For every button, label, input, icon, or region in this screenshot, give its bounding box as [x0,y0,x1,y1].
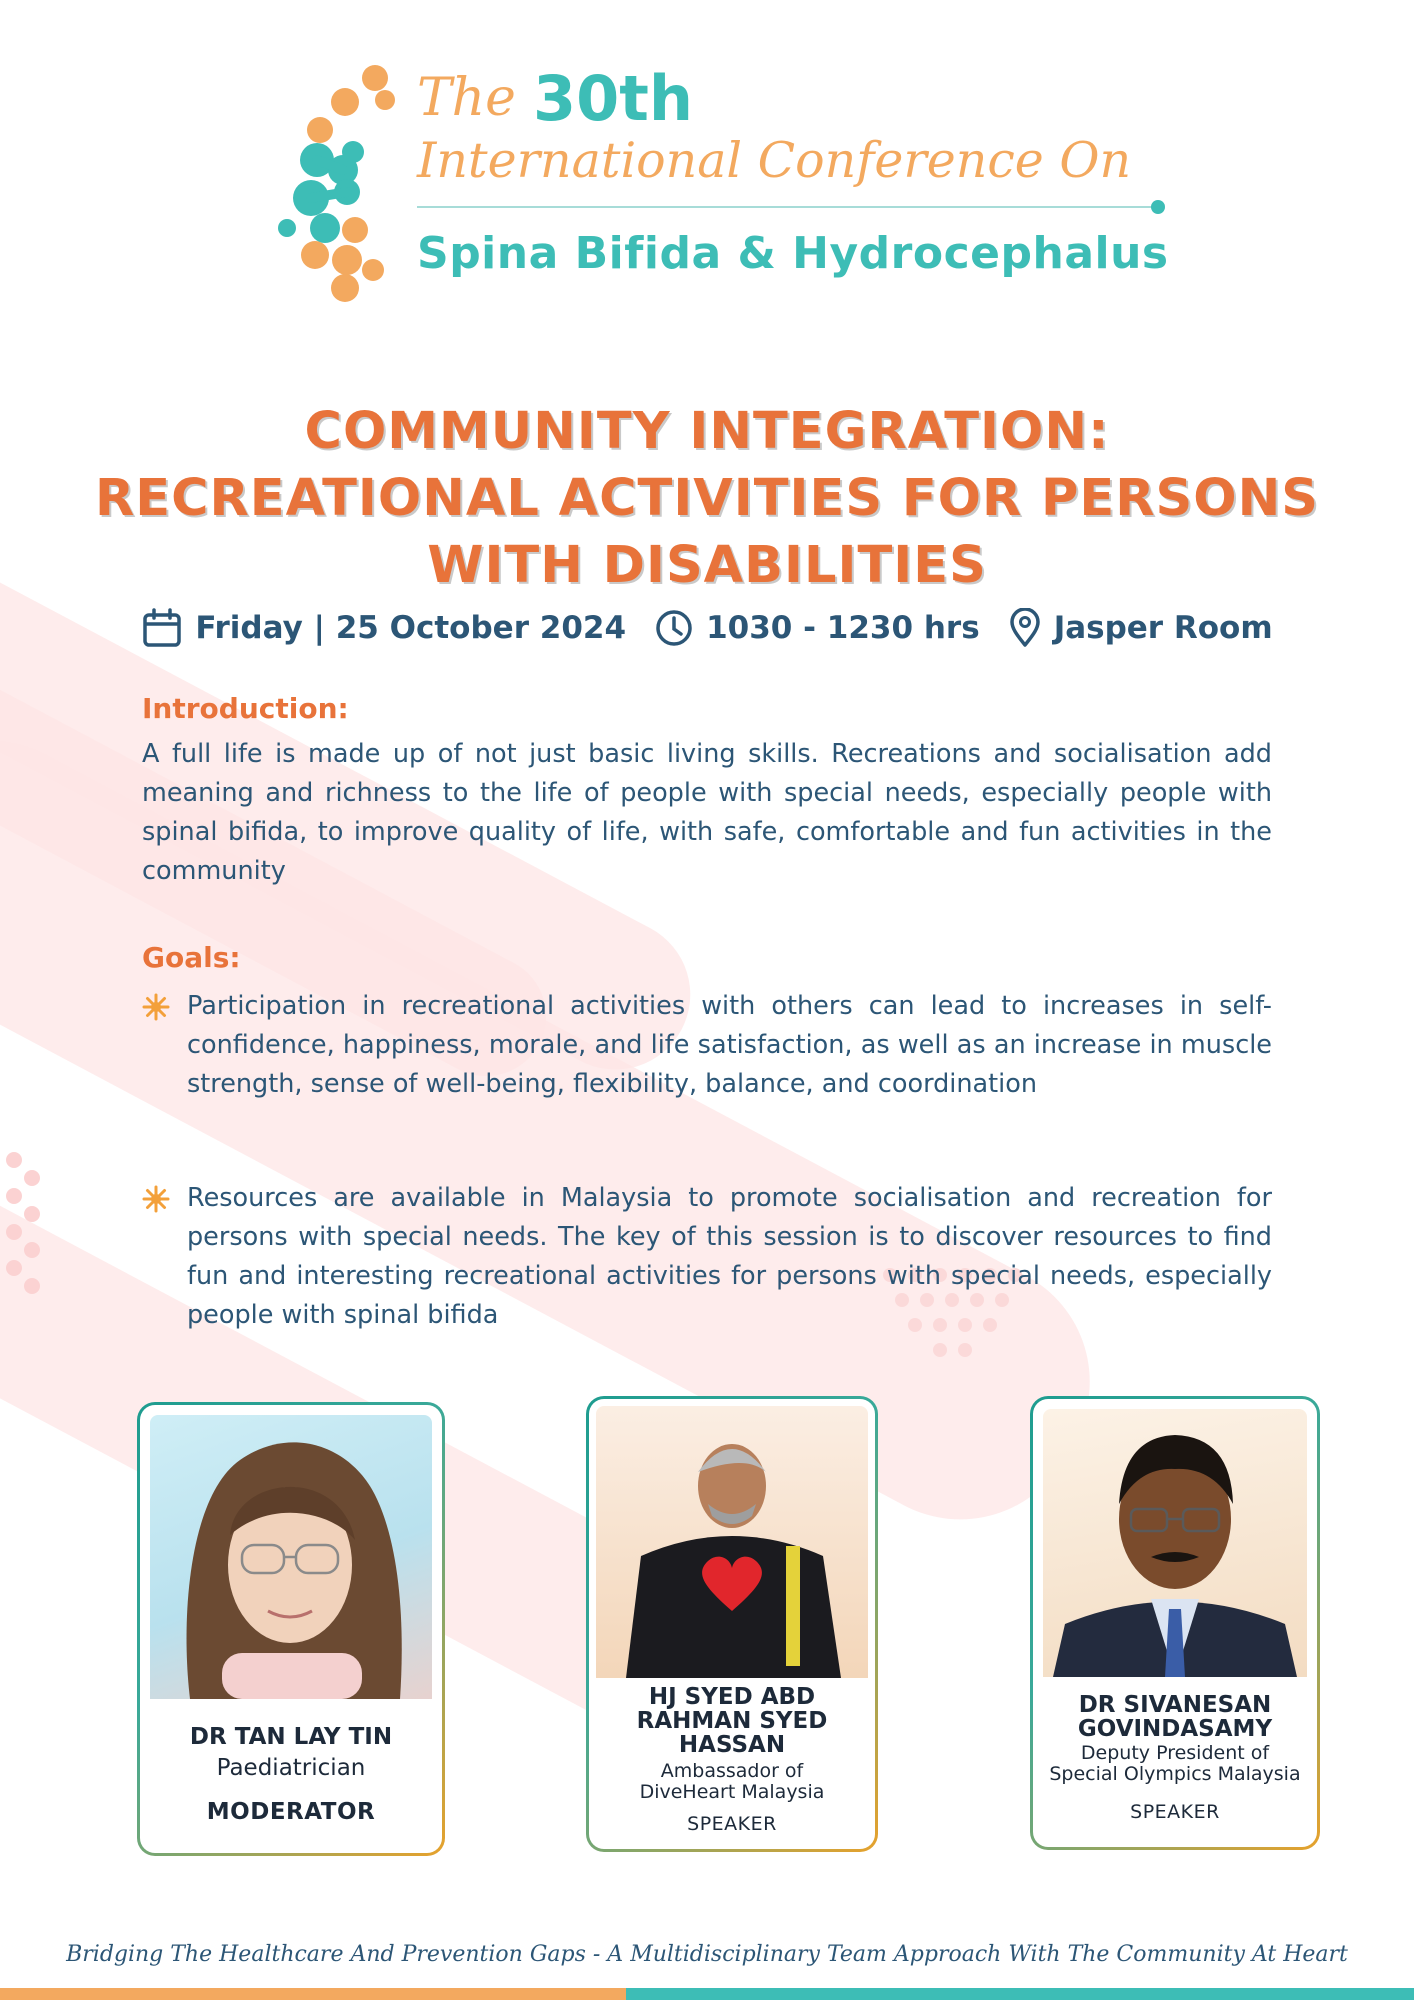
session-time-text: 1030 - 1230 hrs [706,610,980,646]
speaker-card-speaker [1030,1396,1320,1850]
clock-icon [654,608,694,648]
goal-item [142,1179,1272,1335]
background-dots [0,1140,60,1340]
speaker-card-moderator [137,1402,445,1856]
logo-divider-dot [1151,200,1165,214]
session-title-line: RECREATIONAL ACTIVITIES FOR PERSONS [94,469,1320,528]
speaker-name-line: DR SIVANESAN [1078,1692,1272,1718]
footer-bar-teal [626,1988,1414,2000]
speaker-name-line: HJ SYED ABD [648,1684,816,1710]
speaker-name-line: GOVINDASAMY [1077,1716,1273,1742]
speaker-name-line: RAHMAN SYED [636,1708,828,1734]
footer-bar-orange [0,1988,626,2000]
session-time [654,608,980,648]
speaker-photo [1043,1409,1307,1677]
session-info-row [0,600,1414,656]
speaker-photo [150,1415,432,1699]
speaker-role: Paediatrician [216,1755,366,1781]
logo-edition-number: 30th [533,62,694,135]
speaker-role-line: Deputy President of [1080,1742,1270,1764]
speaker-name-line: HASSAN [678,1732,786,1758]
speaker-role-line: DiveHeart Malaysia [639,1781,825,1803]
session-date-text: Friday | 25 October 2024 [195,610,627,646]
logo-the-text: The [417,68,516,128]
speaker-tag: SPEAKER [1130,1801,1220,1823]
session-title-line: COMMUNITY INTEGRATION: [304,402,1110,461]
conference-logo [275,60,1175,310]
introduction-heading: Introduction: [142,692,349,725]
session-title-line: WITH DISABILITIES [427,536,987,595]
session-venue [1008,608,1273,648]
speaker-tag: MODERATOR [206,1799,376,1825]
session-date [141,607,626,649]
speaker-role-line: Ambassador of [660,1760,804,1782]
introduction-text: A full life is made up of not just basic living skills. Recreations and socialisation add meaning and richness to the life of people with special needs, especially people with spinal bifida, to improve quality of life, with safe, comfortable and fun activities in the community [142,739,1272,886]
speaker-photo [596,1406,868,1678]
sunburst-bullet-icon [142,1185,170,1213]
goal-item [142,987,1272,1104]
session-title [40,398,1374,599]
sunburst-bullet-icon [142,993,170,1021]
goals-heading: Goals: [142,941,241,974]
goal-text: Participation in recreational activities with others can lead to increases in self-confidence, happiness, morale, and life satisfaction, as well as an increase in muscle strength, sense of well-being, flexibility, balance, and coordination [187,991,1272,1099]
logo-conference-line: International Conference On [417,132,1132,189]
location-pin-icon [1008,608,1042,648]
speaker-role-line: Special Olympics Malaysia [1049,1763,1301,1785]
session-venue-text: Jasper Room [1053,610,1273,646]
logo-divider [417,206,1157,208]
goal-text: Resources are available in Malaysia to promote socialisation and recreation for persons with special needs. The key of this session is to discover resources to find fun and interesting recreational activities for persons with special needs, especially people with spinal bifida [187,1183,1272,1330]
speaker-name: DR TAN LAY TIN [189,1724,393,1750]
speaker-card-speaker [586,1396,878,1852]
calendar-icon [141,607,183,649]
conference-tagline: Bridging The Healthcare And Prevention Gaps - A Multidisciplinary Team Approach With The Community At Heart [66,1942,1348,1967]
speaker-tag: SPEAKER [687,1813,777,1835]
logo-subject-line: Spina Bifida & Hydrocephalus [417,228,1169,279]
molecule-logo-icon [275,60,425,310]
